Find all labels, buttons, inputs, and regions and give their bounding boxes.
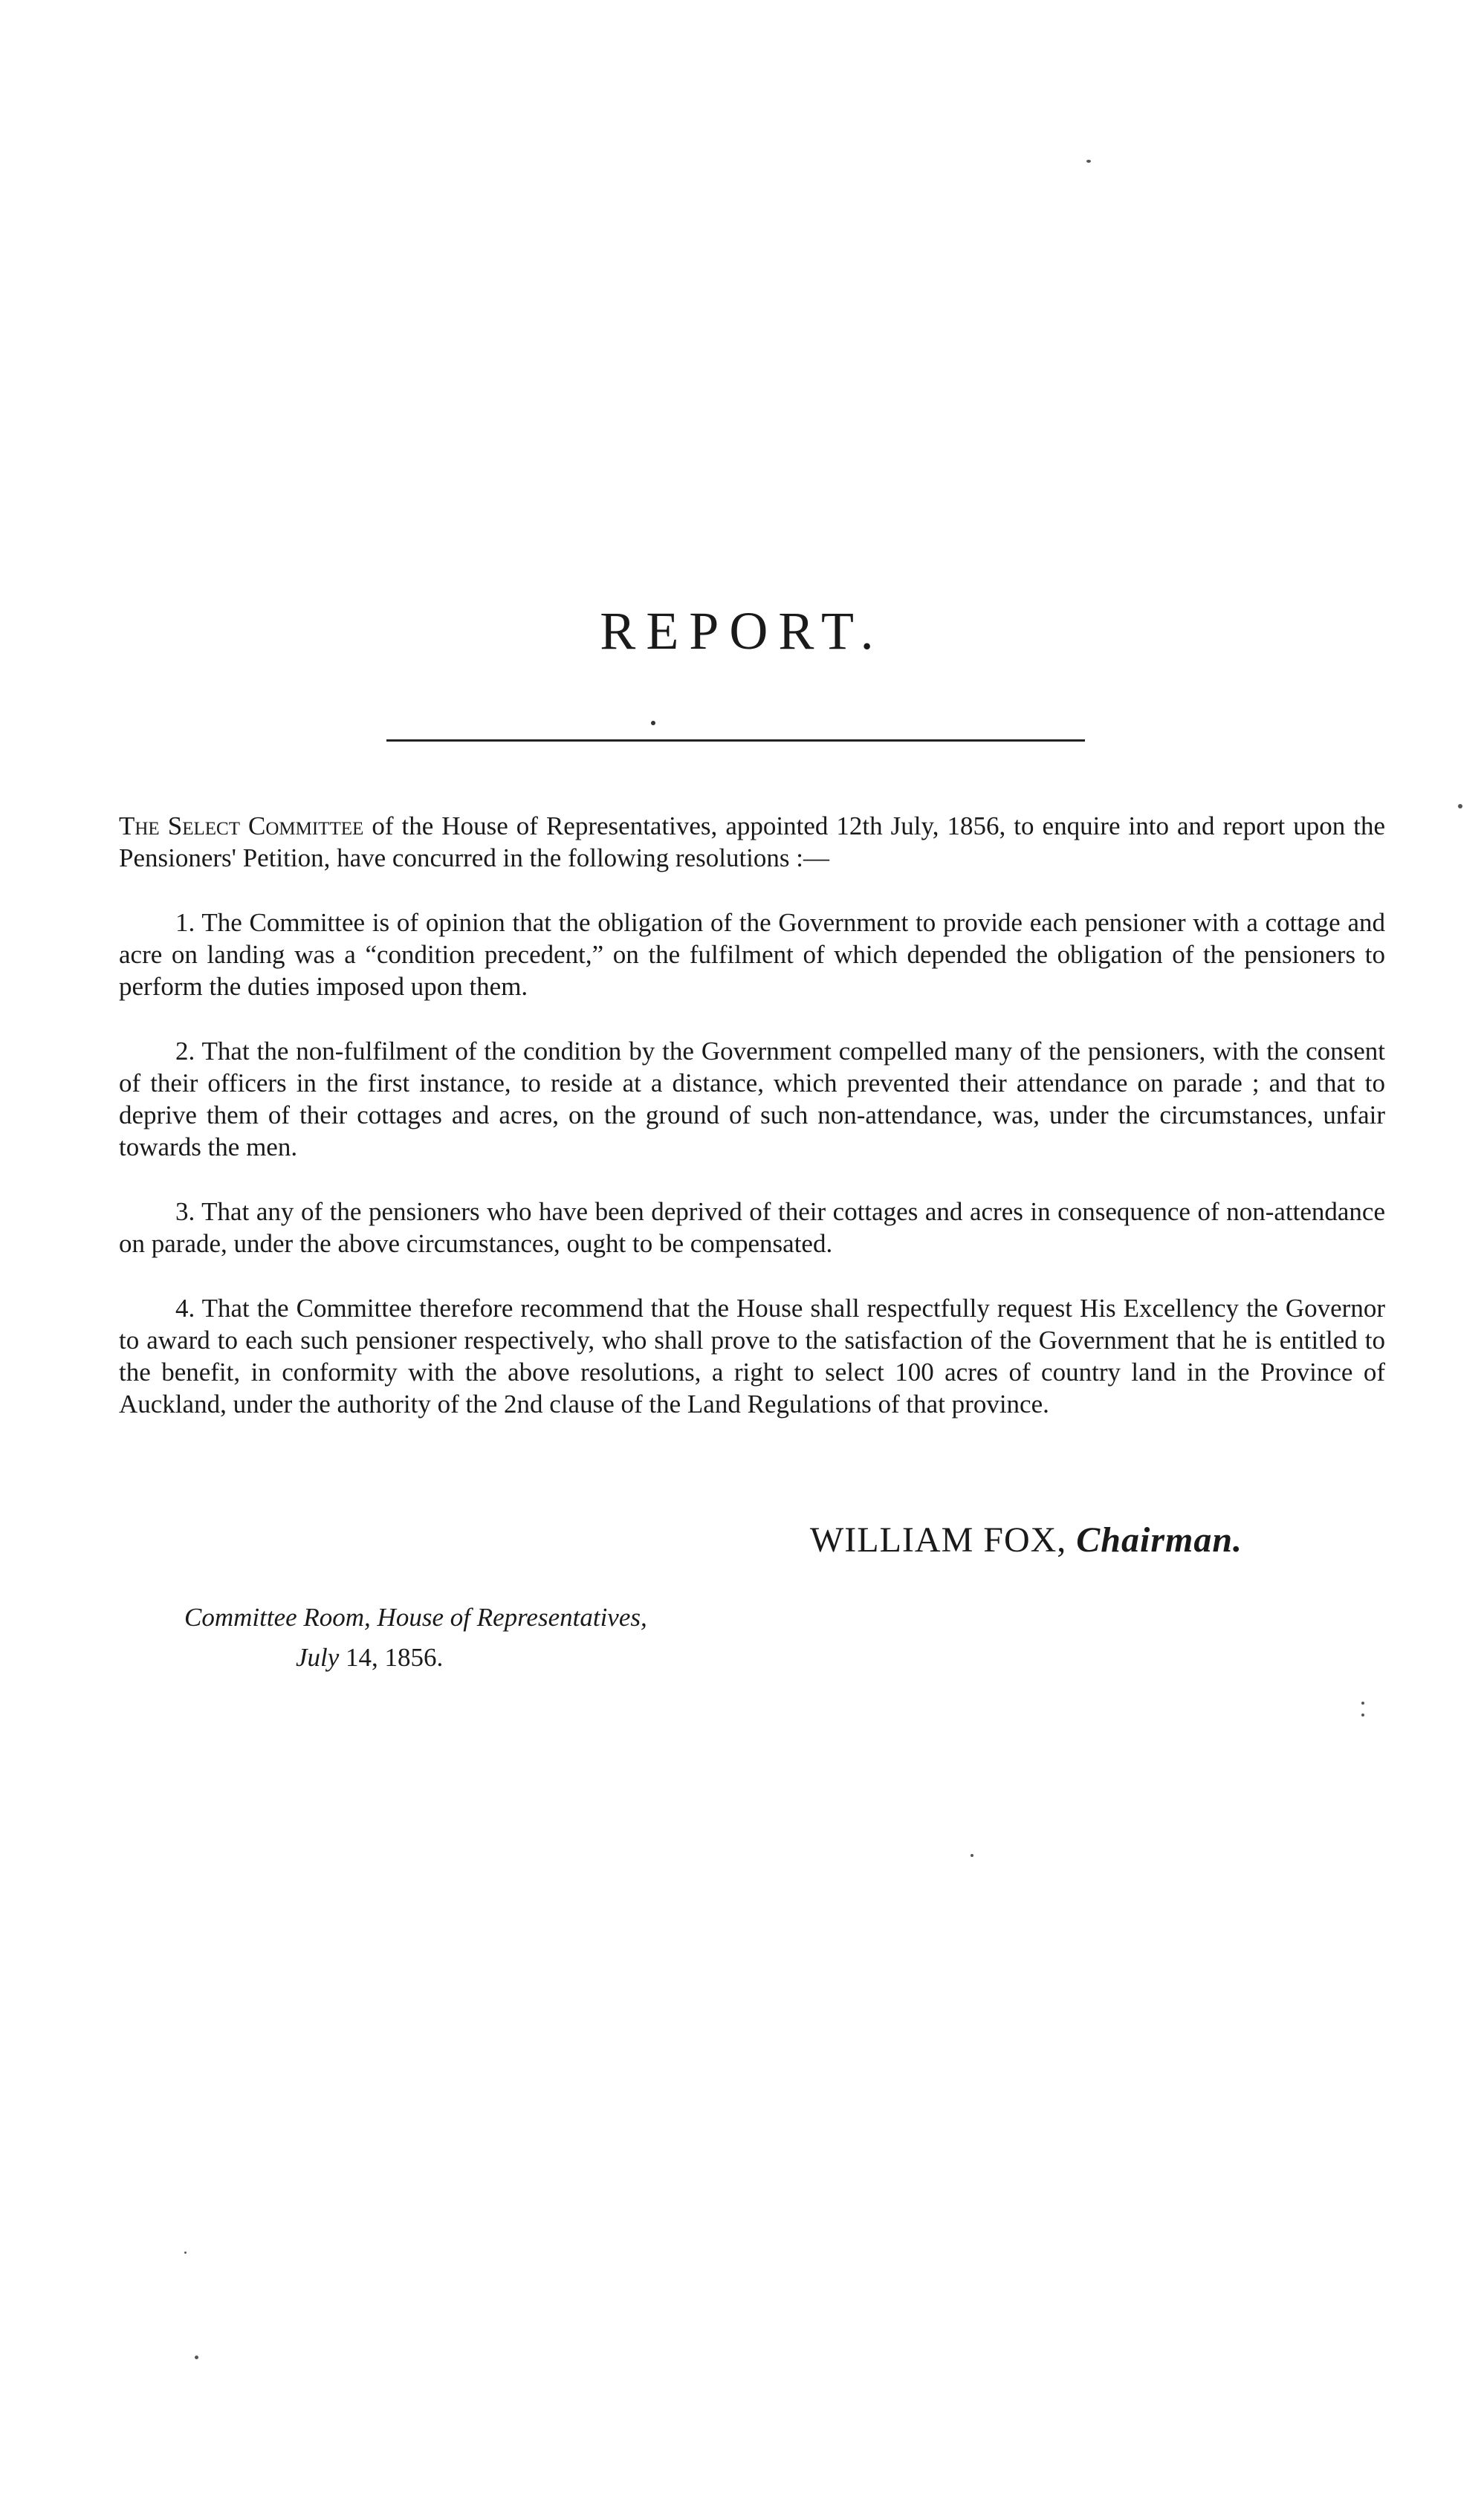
- scan-speck: [184, 2252, 187, 2254]
- scan-speck: [195, 2356, 198, 2359]
- place-location: Committee Room, House of Representatives,: [184, 1603, 647, 1632]
- scan-speck: [1458, 804, 1462, 808]
- resolutions-list: [119, 907, 1385, 1453]
- signature: [810, 1520, 1242, 1560]
- intro-text: of the House of Representatives, appointed 12th July, 1856, to enquire into and report upon the Pensioners' Petition, have concurred in the following resolutions :—: [119, 811, 1385, 872]
- date-month: July: [296, 1643, 340, 1672]
- resolution-paragraph: 4. That the Committee therefore recommend that the House shall respectfully request His Excellency the Governor to award to each such pensioner respectively, who shall prove to the satisfaction of the Government that he is entitled to the benefit, in conformity with the above resolutions, a right to select 100 acres of country land in the Province of Auckland, under the authority of the 2nd clause of the Land Regulations of that province.: [119, 1294, 1385, 1419]
- resolution-paragraph: 1. The Committee is of opinion that the obligation of the Government to provide each pensioner with a cottage and acre on landing was a “condition precedent,” on the fulfilment of which depended the obligation of the pensioners to perform the duties imposed upon them.: [119, 908, 1385, 1001]
- intro-paragraph: [119, 810, 1385, 874]
- place-date: [184, 1638, 647, 1678]
- scan-speck: [1361, 1714, 1364, 1716]
- resolution-paragraph: 2. That the non-fulfilment of the condition by the Government compelled many of the pensioners, with the consent of their officers in the first instance, to reside at a distance, which prevented their attendance on parade ; and that to deprive them of their cottages and acres, on the ground of such non-attendance, was, under the circumstances, unfair towards the men.: [119, 1037, 1385, 1161]
- signatory-name: WILLIAM FOX,: [810, 1520, 1067, 1560]
- scan-speck: [1361, 1702, 1364, 1705]
- date-rest: 14, 1856.: [339, 1643, 444, 1672]
- place-and-date: [184, 1598, 647, 1678]
- rule-dot: [651, 721, 655, 725]
- intro-lead: The Select Committee: [119, 811, 364, 840]
- page-title: REPORT.: [600, 601, 884, 661]
- signatory-role: Chairman.: [1076, 1520, 1243, 1560]
- resolution-paragraph: 3. That any of the pensioners who have been deprived of their cottages and acres in consequence of non-attendance on parade, under the above circumstances, ought to be compensated.: [119, 1197, 1385, 1258]
- scan-speck: [1086, 160, 1091, 163]
- scan-speck: [971, 1854, 973, 1857]
- title-divider: [386, 739, 1085, 742]
